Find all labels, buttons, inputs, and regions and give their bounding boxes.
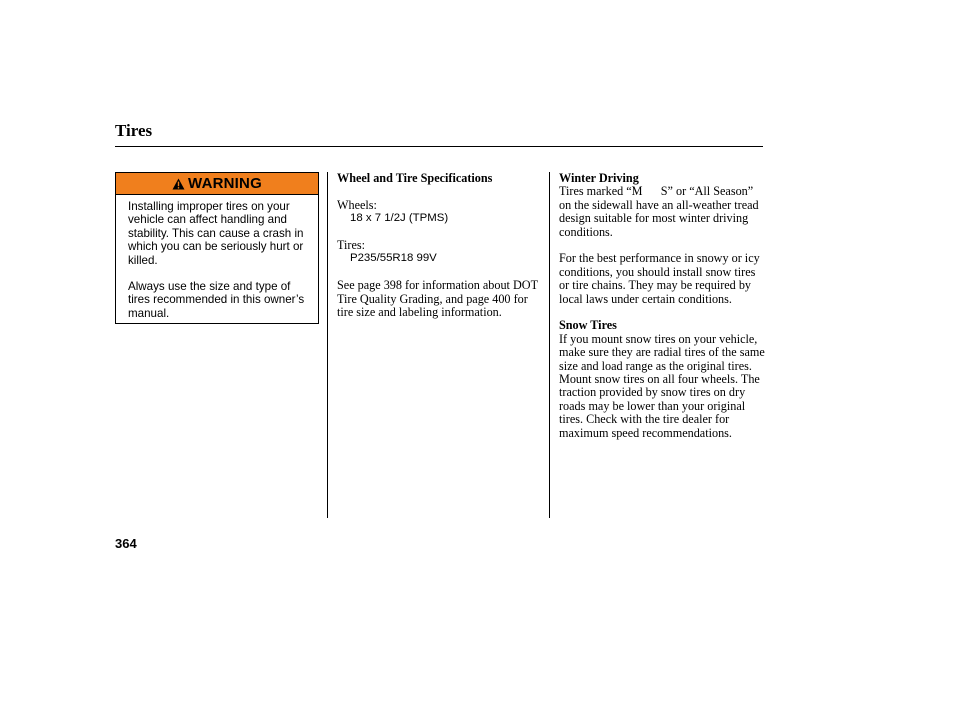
winter-heading: Winter Driving [559,171,639,185]
warning-box [115,172,319,324]
warning-body [116,195,318,320]
winter-column [559,172,765,453]
wheels-label: Wheels: [337,197,377,212]
tires-label: Tires: [337,238,365,252]
wheels-value: 18 x 7 1/2J (TPMS) [350,212,449,225]
winter-paragraph: For the best performance in snowy or icy conditions, you should install snow tires or tire chains. They may be required by local laws under certain conditions. [559,251,760,306]
snow-heading: Snow Tires [559,318,617,333]
winter-paragraph: Tires marked “M S” or “All Season” on the sidewall have an all-weather tread design suitable for most winter driving conditions. [559,184,759,239]
see-page-text: See page 398 for information about DOT Tire Quality Grading, and page 400 for tire size and labeling information. [337,278,538,320]
specs-heading: Wheel and Tire Specifications [337,171,493,185]
warning-triangle-icon [172,178,185,190]
column-divider [327,172,328,518]
warning-label: WARNING [188,174,262,192]
tires-value: P235/55R18 99V [350,252,437,265]
page-title: Tires [115,121,153,140]
warning-header [116,173,318,195]
page-number: 364 [115,536,137,551]
warning-paragraph: Always use the size and type of tires recommended in this owner’s manual. [128,280,305,320]
snow-paragraph: If you mount snow tires on your vehicle, make sure they are radial tires of the same size and load range as the original tires. Mount snow tires on all four wheels. The traction provided by snow tires on dry roads may be lower than your original tires. Check with the tire dealer for maximum speed recommendations. [559,331,765,440]
header-rule [115,146,763,147]
column-divider [549,172,550,518]
specs-column [337,172,543,319]
warning-paragraph: Installing improper tires on your vehicle can affect handling and stability. This can cause a crash in which you can be seriously hurt or killed. [128,200,304,267]
